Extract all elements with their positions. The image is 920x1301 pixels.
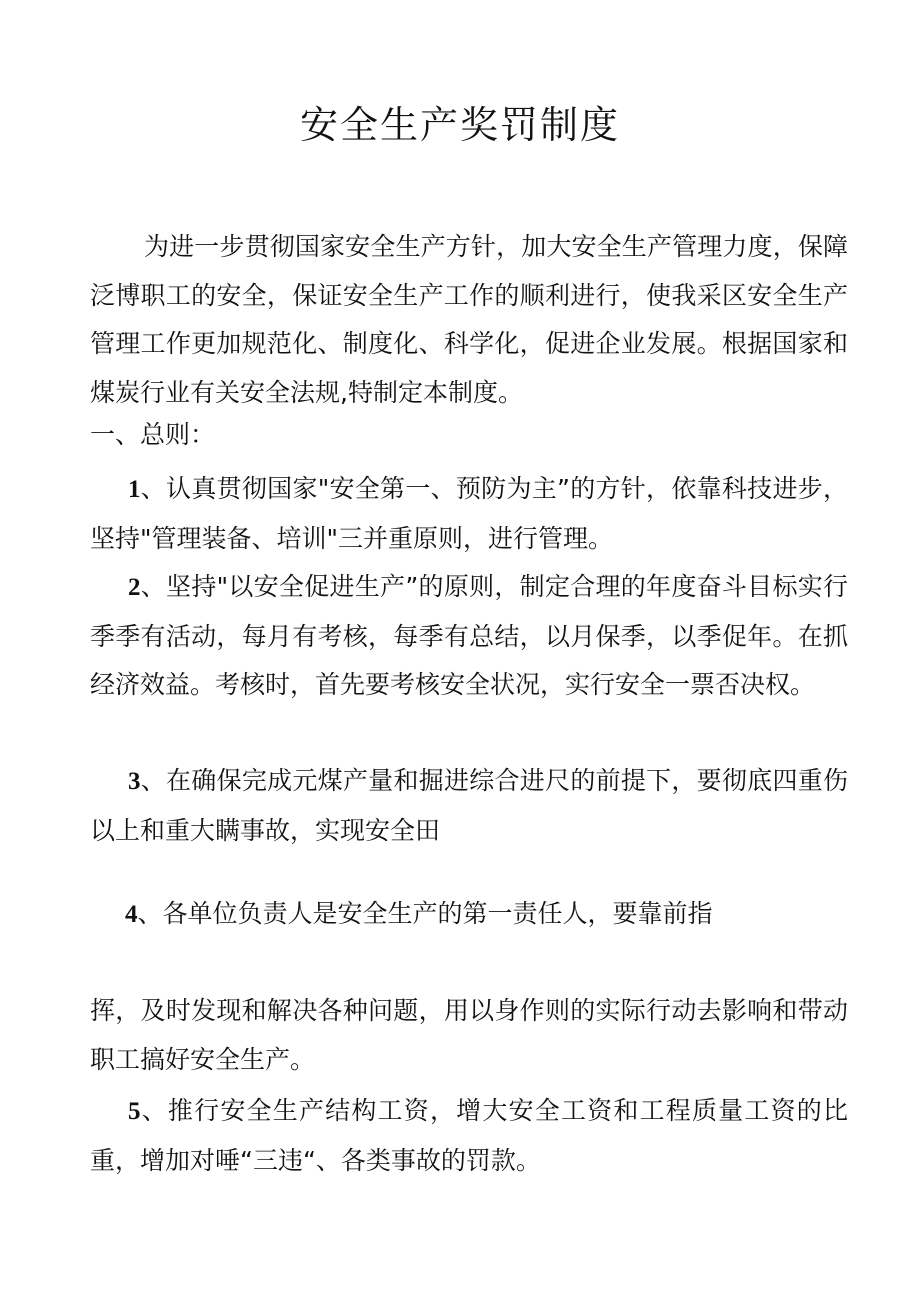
item-number: 5 (128, 1098, 141, 1125)
item-number: 1 (128, 476, 141, 503)
item-text: 、坚持"以安全促进生产”的原则，制定合理的年度奋斗目标实行季季有活动，每月有考核，每季有总结，以月保季，以季促年。在抓经济效益。考核时，首先要考核安全状况，实行安全一票否决权。 (90, 572, 848, 699)
item-text: 、各单位负责人是安全生产的第一责任人，要靠前指 (137, 899, 713, 928)
list-item-4 (125, 890, 713, 940)
item-number: 2 (128, 574, 141, 601)
list-item-2 (90, 563, 848, 710)
list-item-5 (90, 1087, 848, 1185)
section-heading: 一、总则： (90, 420, 216, 449)
list-item-4-continued: 挥，及时发现和解决各种问题，用以身作则的实际行动去影响和带动职工搞好安全生产。 (90, 996, 848, 1074)
item-text: 、推行安全生产结构工资，增大安全工资和工程质量工资的比重，增加对唾“三违“、各类事故的罚款。 (90, 1096, 848, 1175)
item-text: 、认真贯彻国家"安全第一、预防为主”的方针，依靠科技进步，坚持"管理装备、培训"三并重原则，进行管理。 (90, 474, 848, 553)
intro-paragraph: 为进一步贯彻国家安全生产方针，加大安全生产管理力度，保障泛博职工的安全，保证安全生产工作的顺利进行，使我采区安全生产管理工作更加规范化、制度化、科学化，促进企业发展。根据国家和煤炭行业有关安全法规,特制定本制度。 (90, 232, 848, 407)
item-text: 、在确保完成元煤产量和掘进综合进尺的前提下，要彻底四重伤以上和重大瞒事故，实现安全田 (90, 766, 848, 845)
list-item-3 (90, 757, 848, 855)
item-number: 4 (125, 901, 138, 928)
item-number: 3 (128, 768, 141, 795)
list-item-1 (90, 465, 848, 563)
document-title: 安全生产奖罚制度 (299, 103, 620, 147)
